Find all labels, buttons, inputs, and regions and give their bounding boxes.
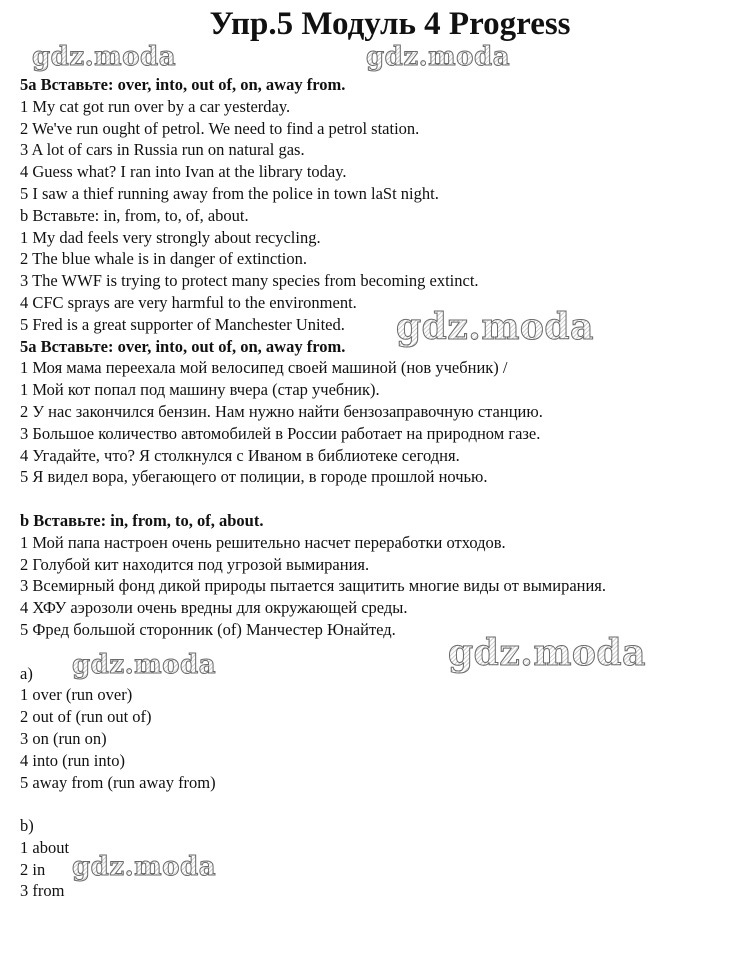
answer-item: 5 away from (run away from) [20,772,216,792]
spacer [20,793,740,815]
list-item: 1 Мой папа настроен очень решительно насчет переработки отходов. [20,532,506,552]
list-item: 2 The blue whale is in danger of extinction. [20,249,307,269]
watermark-logo: gdz.moda [32,42,177,72]
answer-item: 2 in [20,859,46,879]
page-title: Упр.5 Модуль 4 Progress [209,6,571,42]
list-item: 3 The WWF is trying to protect many species from becoming extinct. [20,271,479,291]
list-item: 2 We've run ought of petrol. We need to find a petrol station. [20,118,420,138]
list-item: 5 Fred is a great supporter of Manchester United. [20,314,345,334]
list-item: 1 Мой кот попал под машину вчера (стар учебник). [20,380,380,400]
list-item: 3 A lot of cars in Russia run on natural gas. [20,140,305,160]
list-item: 5 I saw a thief running away from the police in town laSt night. [20,183,439,203]
answers-a-label: a) [20,663,33,683]
answers-b-label: b) [20,816,34,836]
answer-item: 1 about [20,837,70,857]
watermark-logo: gdz.moda [448,632,646,674]
spacer [20,641,740,663]
answer-item: 1 over (run over) [20,685,133,705]
list-item: 2 Голубой кит находится под угрозой вымирания. [20,554,370,574]
list-item: 4 CFC sprays are very harmful to the environment. [20,292,357,312]
list-item: 5 Я видел вора, убегающего от полиции, в городе прошлой ночью. [20,467,488,487]
list-item: 1 My dad feels very strongly about recycling. [20,227,321,247]
list-item: 4 Угадайте, что? Я столкнулся с Иваном в библиотеке сегодня. [20,445,460,465]
document-body [20,74,740,902]
section-b-en-heading: b Вставьте: in, from, to, of, about. [20,205,249,225]
watermark-logo: gdz.moda [72,852,217,882]
list-item: 4 ХФУ аэрозоли очень вредны для окружающей среды. [20,598,408,618]
watermark-logo: gdz.moda [396,306,594,348]
answer-item: 3 on (run on) [20,728,107,748]
list-item: 3 Большое количество автомобилей в России работает на природном газе. [20,423,541,443]
list-item: 5 Фред большой сторонник (of) Манчестер Юнайтед. [20,619,396,639]
answer-item: 4 into (run into) [20,750,125,770]
watermark-logo: gdz.moda [366,42,511,72]
list-item: 3 Всемирный фонд дикой природы пытается защитить многие виды от вымирания. [20,576,607,596]
answer-item: 2 out of (run out of) [20,707,152,727]
list-item: 4 Guess what? I ran into Ivan at the library today. [20,162,347,182]
watermark-logo: gdz.moda [72,650,217,680]
section-5a-ru-heading: 5a Вставьте: over, into, out of, on, away from. [20,336,346,356]
list-item: 1 My cat got run over by a car yesterday. [20,96,291,116]
answer-item: 3 from [20,881,65,901]
list-item: 1 Моя мама переехала мой велосипед своей машиной (нов учебник) / [20,358,508,378]
list-item: 2 У нас закончился бензин. Нам нужно найти бензозаправочную станцию. [20,401,543,421]
section-5a-en-heading: 5a Вставьте: over, into, out of, on, away from. [20,75,346,94]
section-b-ru-heading: b Вставьте: in, from, to, of, about. [20,510,264,530]
spacer [20,488,740,510]
